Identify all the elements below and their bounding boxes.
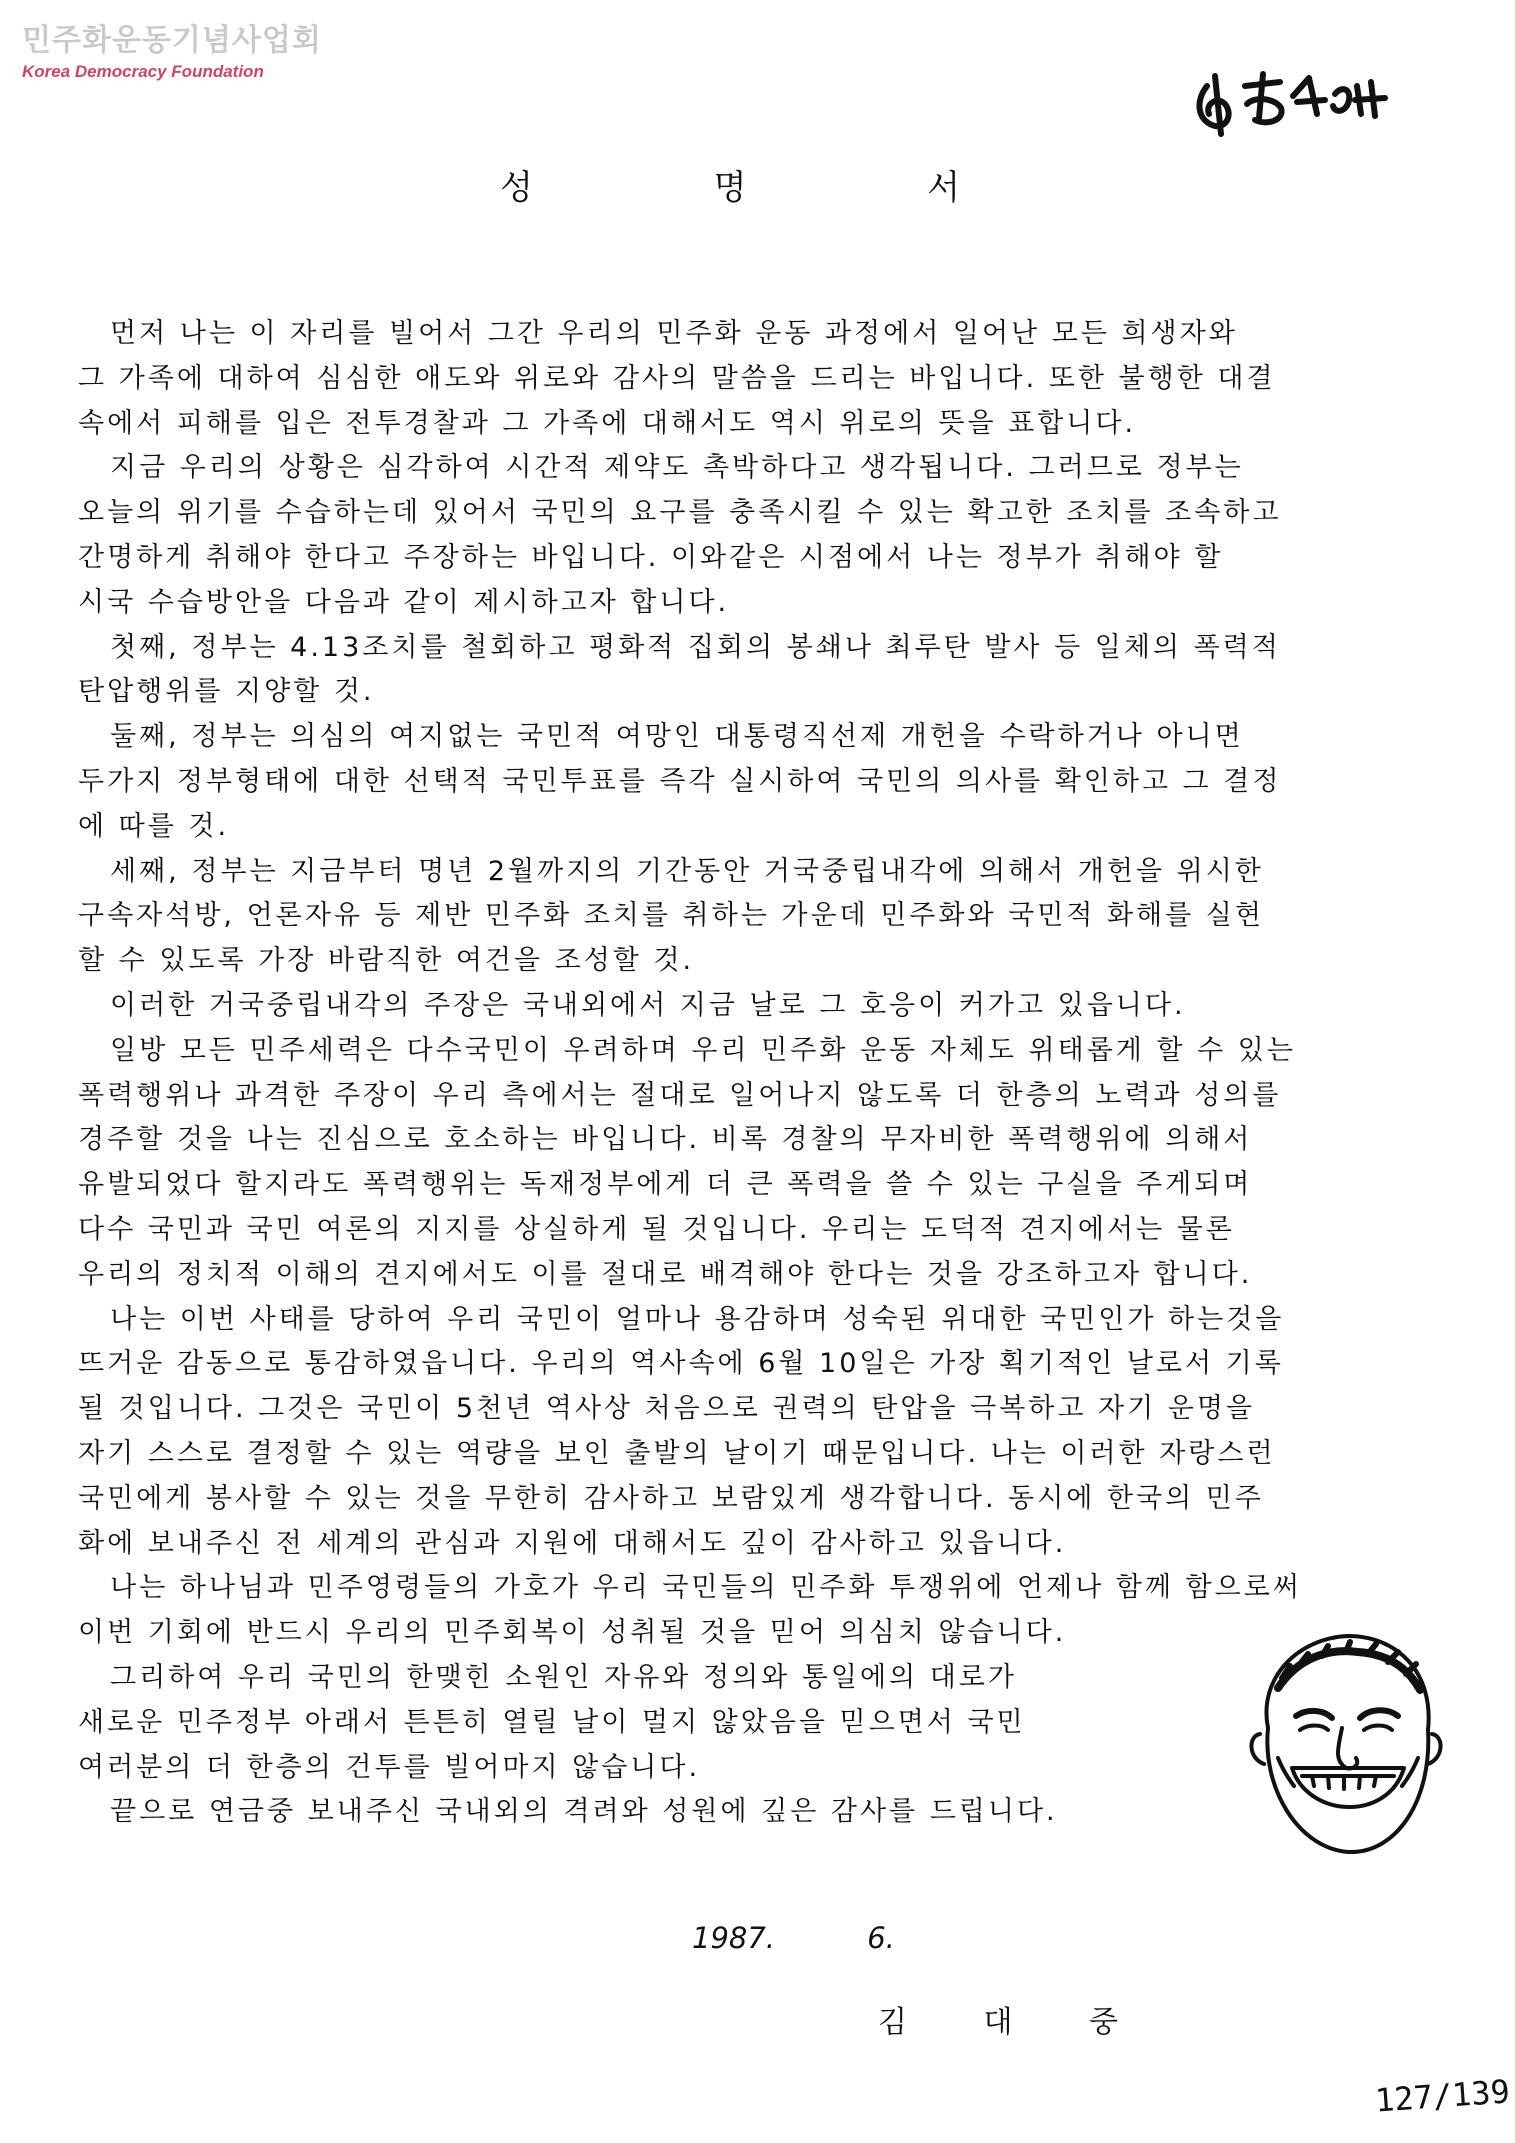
text-line: 둘째, 정부는 의심의 여지없는 국민적 여망인 대통령직선제 개헌을 수락하거나 아니면 — [110, 721, 1244, 753]
text-line: 할 수 있도록 가장 바람직한 여건을 조성할 것. — [78, 945, 695, 977]
text-line: 이러한 거국중립내각의 주장은 국내외에서 지금 날로 그 호응이 커가고 있읍니다. — [110, 989, 1186, 1021]
author-char: 김 — [878, 2005, 907, 2040]
text-line: 여러분의 더 한층의 건투를 빌어마지 않습니다. — [78, 1751, 701, 1783]
watermark — [22, 22, 322, 82]
text-line: 이번 기회에 반드시 우리의 민주회복이 성취될 것을 믿어 의심치 않습니다. — [78, 1617, 1067, 1649]
text-line: 새로운 민주정부 아래서 튼튼히 열릴 날이 멀지 않았음을 믿으면서 국민 — [78, 1706, 1026, 1738]
document-date — [692, 1918, 895, 1958]
text-line: 나는 이번 사태를 당하여 우리 국민이 얼마나 용감하며 성숙된 위대한 국민인가 하는것을 — [110, 1303, 1285, 1335]
handwritten-seal-mark — [1185, 56, 1400, 146]
text-line: 구속자석방, 언론자유 등 제반 민주화 조치를 취하는 가운데 민주화와 국민적 화해를 실현 — [78, 900, 1264, 932]
text-line: 다수 국민과 국민 여론의 지지를 상실하게 될 것입니다. 우리는 도덕적 견지에서는 물론 — [78, 1213, 1235, 1245]
text-line: 속에서 피해를 입은 전투경찰과 그 가족에 대해서도 역시 위로의 뜻을 표합니다. — [78, 407, 1137, 439]
text-line: 탄압행위를 지양할 것. — [78, 676, 375, 708]
text-line: 나는 하나님과 민주영령들의 가호가 우리 국민들의 민주화 투쟁위에 언제나 함께 함으로써 — [110, 1572, 1302, 1604]
text-line: 세째, 정부는 지금부터 명년 2월까지의 기간동안 거국중립내각에 의해서 개헌을 위시한 — [110, 855, 1264, 887]
text-line: 지금 우리의 상황은 심각하여 시간적 제약도 촉박하다고 생각됩니다. 그러므로 정부는 — [110, 452, 1244, 484]
caricature-illustration — [1238, 1618, 1450, 1870]
text-line: 우리의 정치적 이해의 견지에서도 이를 절대로 배격해야 한다는 것을 강조하고자 합니다. — [78, 1258, 1253, 1290]
text-line: 국민에게 봉사할 수 있는 것을 무한히 감사하고 보람있게 생각합니다. 동시에 한국의 민주 — [78, 1482, 1264, 1514]
text-line: 그리하여 우리 국민의 한맺힌 소원인 자유와 정의와 통일에의 대로가 — [110, 1661, 1017, 1693]
text-line: 시국 수습방안을 다음과 같이 제시하고자 합니다. — [78, 586, 730, 618]
page-number: 127/139 — [1373, 2072, 1512, 2120]
title-char: 명 — [713, 168, 747, 208]
document-title — [500, 168, 960, 208]
text-line: 경주할 것을 나는 진심으로 호소하는 바입니다. 비록 경찰의 무자비한 폭력행위에 의해서 — [78, 1124, 1253, 1156]
text-line: 유발되었다 할지라도 폭력행위는 독재정부에게 더 큰 폭력을 쓸 수 있는 구실을 주게되며 — [78, 1169, 1253, 1201]
watermark-korean: 민주화운동기념사업회 — [22, 23, 322, 58]
author-char: 대 — [983, 2005, 1013, 2040]
date-year: 1987. — [692, 1921, 776, 1955]
text-line: 일방 모든 민주세력은 다수국민이 우려하며 우리 민주화 운동 자체도 위태롭게 할 수 있는 — [110, 1034, 1296, 1066]
text-line: 화에 보내주신 전 세계의 관심과 지원에 대해서도 깊이 감사하고 있읍니다. — [78, 1527, 1067, 1559]
author-name — [878, 2003, 1118, 2043]
text-line: 에 따를 것. — [78, 810, 230, 842]
text-line: 자기 스스로 결정할 수 있는 역량을 보인 출발의 날이기 때문입니다. 나는 이러한 자랑스런 — [78, 1437, 1276, 1469]
text-line: 먼저 나는 이 자리를 빌어서 그간 우리의 민주화 운동 과정에서 일어난 모든 희생자와 — [110, 318, 1238, 349]
text-line: 끝으로 연금중 보내주신 국내외의 격려와 성원에 깊은 감사를 드립니다. — [110, 1796, 1058, 1828]
text-line: 될 것입니다. 그것은 국민이 5천년 역사상 처음으로 권력의 탄압을 극복하고 자기 운명을 — [78, 1393, 1256, 1425]
text-line: 오늘의 위기를 수습하는데 있어서 국민의 요구를 충족시킬 수 있는 확고한 조치를 조속하고 — [78, 497, 1282, 529]
text-line: 그 가족에 대하여 심심한 애도와 위로와 감사의 말씀을 드리는 바입니다. 또한 불행한 대결 — [78, 362, 1276, 394]
text-line: 폭력행위나 과격한 주장이 우리 측에서는 절대로 일어나지 않도록 더 한층의 노력과 성의를 — [78, 1079, 1282, 1111]
date-month: 6. — [867, 1921, 895, 1955]
author-char: 중 — [1089, 2005, 1118, 2040]
text-line: 두가지 정부형태에 대한 선택적 국민투표를 즉각 실시하여 국민의 의사를 확인하고 그 결정 — [78, 765, 1282, 797]
title-char: 성 — [500, 168, 533, 208]
title-char: 서 — [927, 168, 960, 208]
text-line: 간명하게 취해야 한다고 주장하는 바입니다. 이와같은 시점에서 나는 정부가 취해야 할 — [78, 541, 1224, 573]
text-line: 첫째, 정부는 4.13조치를 철회하고 평화적 집회의 봉쇄나 최루탄 발사 등 일체의 폭력적 — [110, 631, 1281, 663]
watermark-english: Korea Democracy Foundation — [22, 62, 264, 81]
text-line: 뜨거운 감동으로 통감하였읍니다. 우리의 역사속에 6월 10일은 가장 획기적인 날로서 기록 — [78, 1348, 1284, 1380]
statement-body — [78, 312, 1458, 1835]
